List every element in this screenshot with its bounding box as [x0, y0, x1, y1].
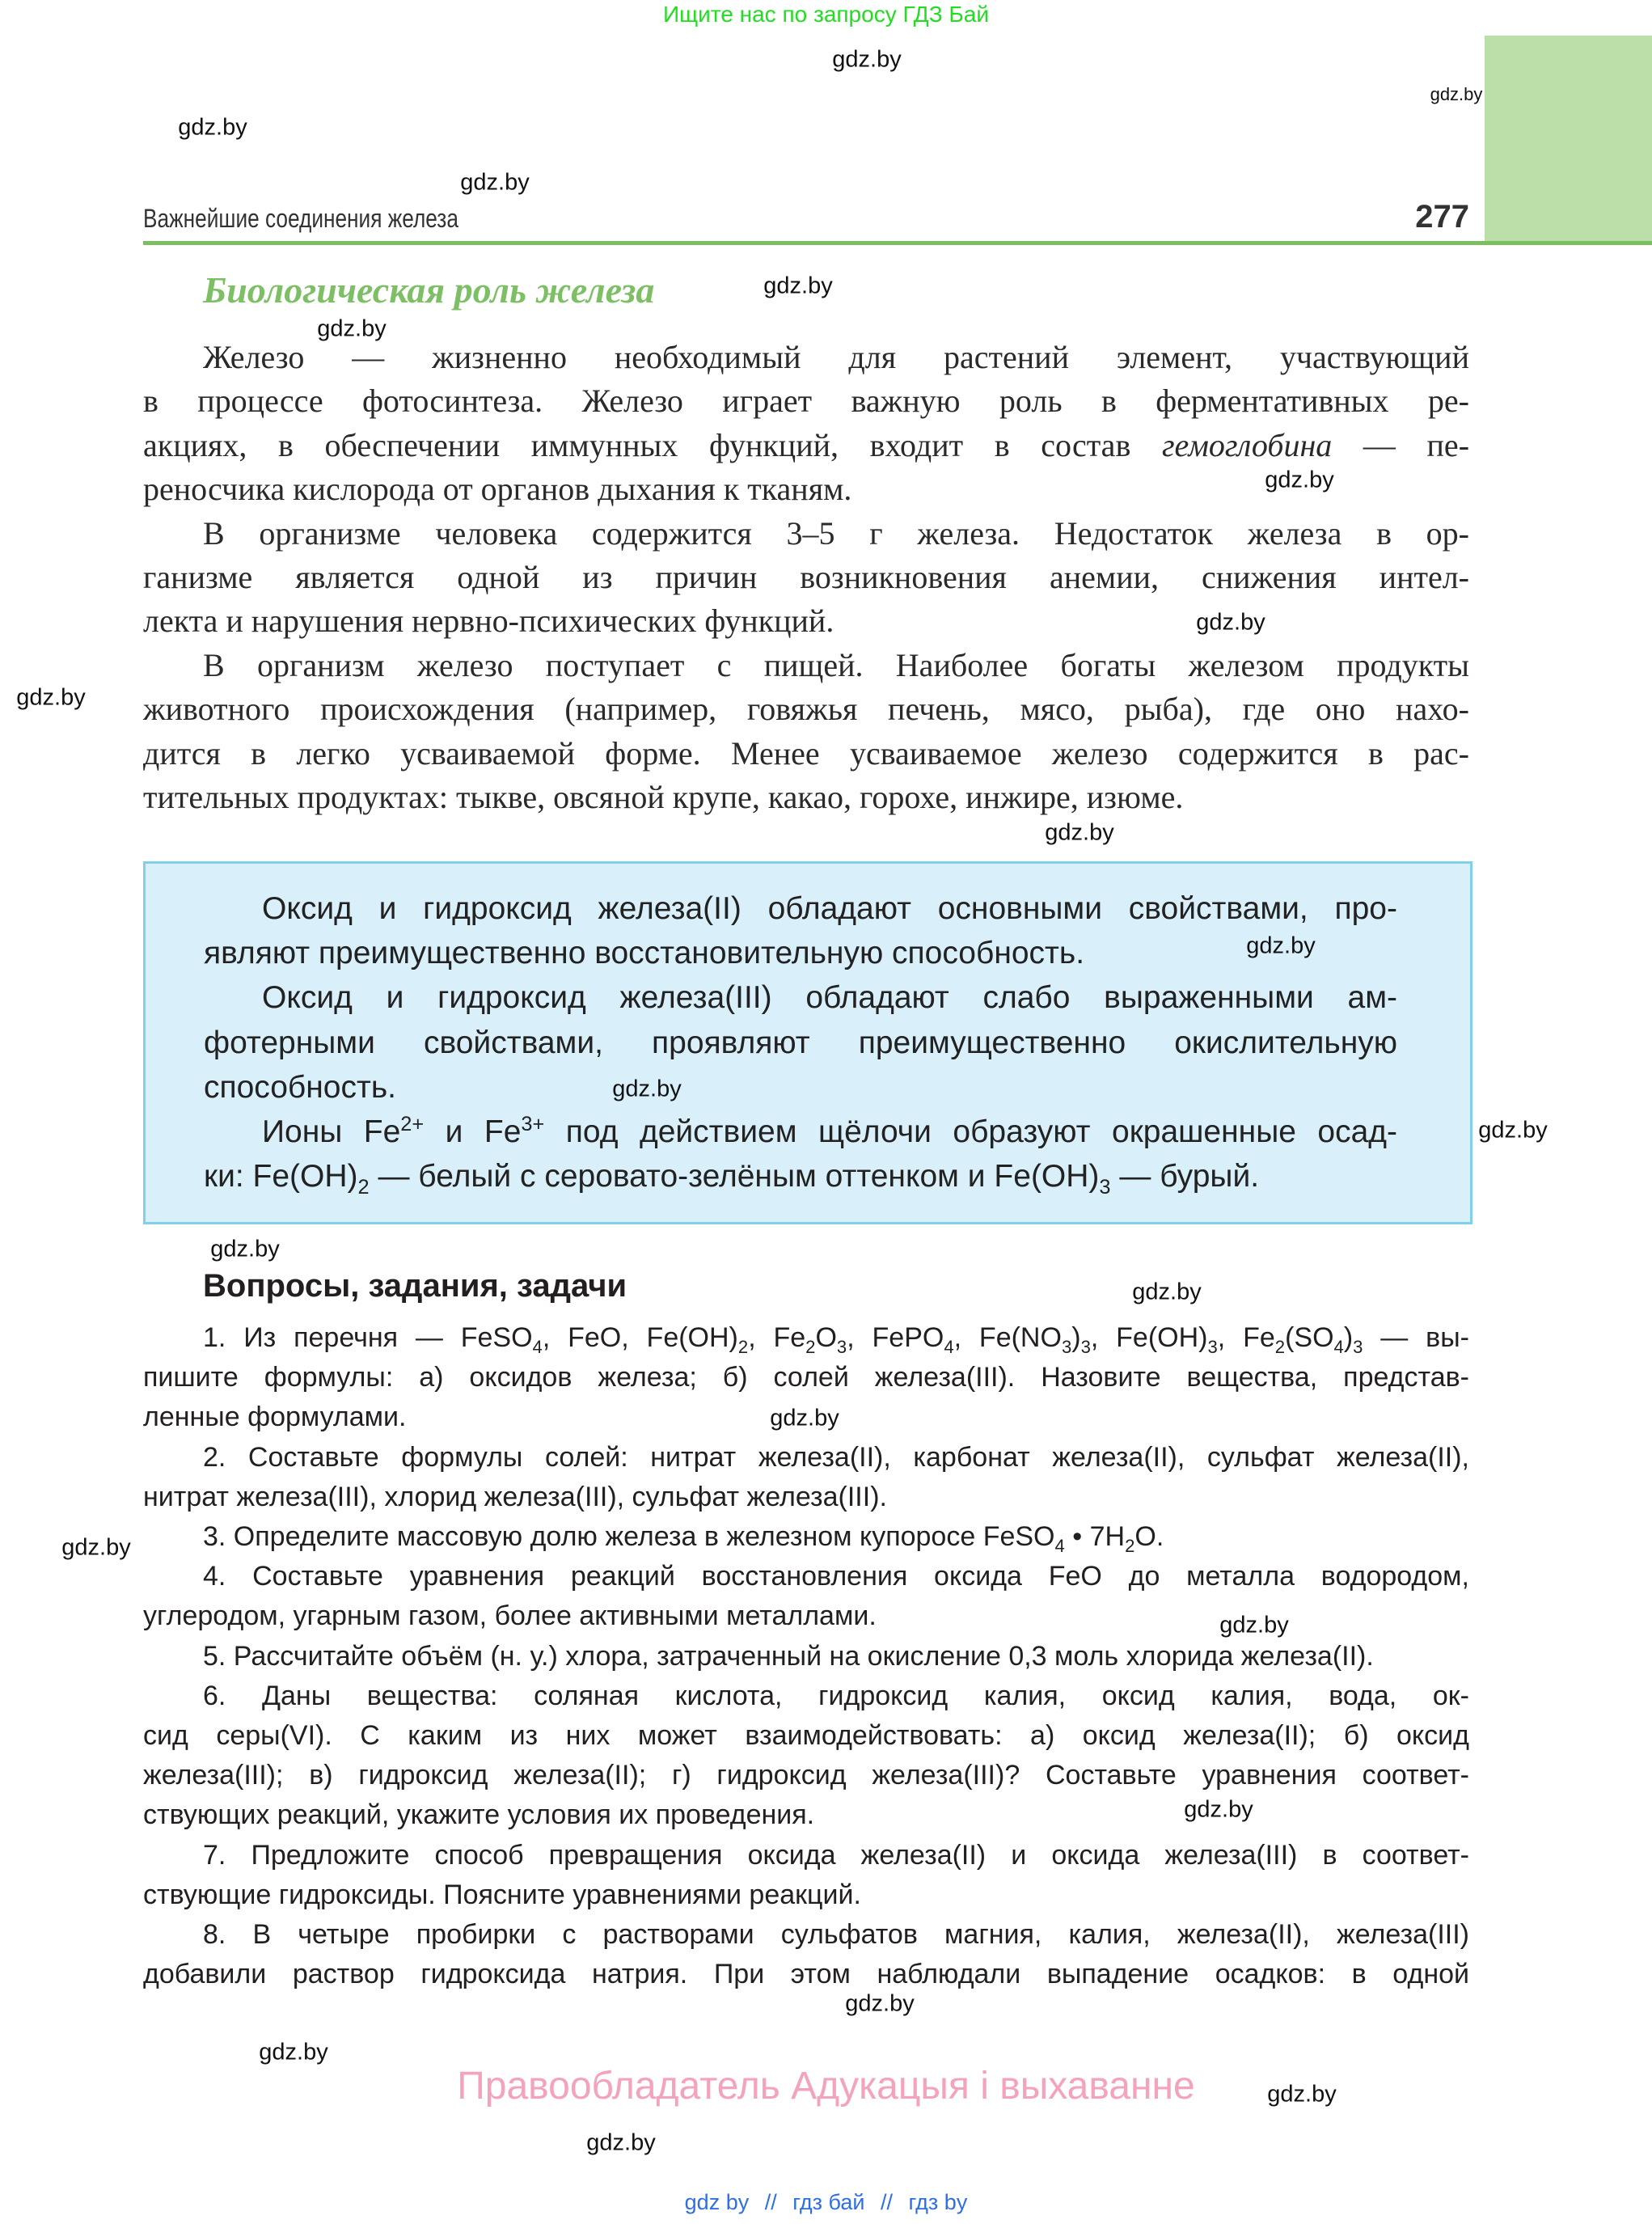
- watermark: gdz.by: [317, 315, 387, 342]
- text-line: 3. Определите массовую долю железа в железном купоросе FeSO$_4$ • $7H_2O$.: [203, 1521, 1164, 1556]
- text-line: являют преимущественно восстановительную способность.: [204, 936, 1085, 971]
- summary-box-text: [204, 886, 1397, 1199]
- text-line: 4. Составьте уравнения реакций восстановления оксида FeO до металла водородом,: [203, 1561, 1469, 1592]
- text-line: сид серы(VI). С каким из них может взаимодействовать: а) оксид железа(II); б) оксид: [143, 1720, 1469, 1752]
- text-line: 2. Составьте формулы солей: нитрат железа(II), карбонат железа(II), сульфат железа(II),: [203, 1441, 1469, 1473]
- bottom-links: [0, 2190, 1652, 2215]
- watermark: gdz.by: [586, 2129, 656, 2156]
- link-gdz-bai[interactable]: гдз бай: [792, 2190, 865, 2214]
- text-line: нитрат железа(III), хлорид железа(III), сульфат железа(III).: [143, 1481, 887, 1512]
- text-line: Ионы $Fe^{2+}$ и $Fe^{3+}$ под действием щёлочи образуют окрашенные осад-: [262, 1113, 1398, 1150]
- watermark: gdz.by: [845, 1990, 915, 2017]
- search-hint: Ищите нас по запросу ГДЗ Бай: [662, 2, 990, 27]
- watermark: gdz.by: [612, 1076, 682, 1102]
- text-line: железа(III); в) гидроксид железа(II); г) гидроксид железа(III)? Составьте уравнения соответ-: [143, 1760, 1469, 1791]
- page-number: 277: [1415, 199, 1469, 235]
- watermark: gdz.by: [1219, 1612, 1289, 1638]
- text-line: 7. Предложите способ превращения оксида железа(II) и оксида железа(III) в соответ-: [203, 1839, 1469, 1871]
- link-gdz-by-2[interactable]: гдз by: [908, 2190, 968, 2214]
- section-heading: Биологическая роль железа: [203, 269, 655, 311]
- text-line: пишите формулы: а) оксидов железа; б) солей железа(III). Назовите вещества, представ-: [143, 1362, 1469, 1393]
- watermark: gdz.by: [16, 684, 86, 711]
- text-line: ки: $Fe(OH)_2$ — белый с серовато-зелёным оттенком и $Fe(OH)_3$ — бурый.: [204, 1159, 1260, 1199]
- text-line: акциях, в обеспечении иммунных функций, входит в состав гемоглобина — пе-: [143, 426, 1470, 463]
- text-line: добавили раствор гидроксида натрия. При этом наблюдали выпадение осадков: в одной: [143, 1959, 1469, 1990]
- header-divider: [143, 241, 1652, 245]
- watermark: gdz.by: [460, 169, 530, 196]
- text-line: 8. В четыре пробирки с растворами сульфатов магния, калия, железа(II), железа(III): [203, 1919, 1469, 1951]
- body-text: [143, 336, 1469, 819]
- watermark: gdz.by: [259, 2039, 328, 2065]
- watermark: gdz.by: [1045, 819, 1114, 846]
- text-line: способность.: [204, 1069, 397, 1105]
- watermark: gdz.by: [210, 1236, 280, 1262]
- watermark: gdz.by: [1478, 1117, 1548, 1144]
- questions-heading: Вопросы, задания, задачи: [203, 1268, 627, 1304]
- copyright-notice: Правообладатель Адукацыя і выхаванне: [457, 2065, 1195, 2108]
- watermark: gdz.by: [1246, 932, 1316, 959]
- separator: //: [764, 2190, 777, 2214]
- text-line: Оксид и гидроксид железа(II) обладают основными свойствами, про-: [262, 891, 1397, 926]
- watermark: gdz.by: [1184, 1796, 1253, 1823]
- text-line: В организм железо поступает с пищей. Наиболее богаты железом продукты: [203, 646, 1469, 683]
- text-line: 5. Рассчитайте объём (н. у.) хлора, затраченный на окисление 0,3 моль хлорида железа(II).: [203, 1640, 1374, 1672]
- watermark: gdz.by: [770, 1405, 839, 1431]
- separator: //: [881, 2190, 894, 2214]
- watermark: gdz.by: [1267, 2081, 1337, 2108]
- text-line: ленные формулами.: [143, 1402, 407, 1433]
- watermark: gdz.by: [61, 1534, 131, 1561]
- watermark: gdz.by: [1132, 1279, 1202, 1305]
- text-line: 6. Даны вещества: соляная кислота, гидроксид калия, оксид калия, вода, ок-: [203, 1680, 1469, 1711]
- link-gdz-by[interactable]: gdz by: [684, 2190, 750, 2214]
- watermark: gdz.by: [763, 273, 833, 299]
- text-line: Оксид и гидроксид железа(III) обладают слабо выраженными ам-: [262, 980, 1397, 1016]
- watermark: gdz.by: [1196, 609, 1265, 636]
- text-line: реносчика кислорода от органов дыхания к тканям.: [143, 471, 852, 508]
- text-line: лекта и нарушения нервно-психических функций.: [143, 603, 834, 640]
- text-line: Железо — жизненно необходимый для растений элемент, участвующий: [203, 339, 1469, 375]
- text-line: дится в легко усваиваемой форме. Менее усваиваемое железо содержится в рас-: [143, 734, 1469, 772]
- watermark: gdz.by: [178, 114, 247, 141]
- text-line: тительных продуктах: тыкве, овсяной крупе, какао, горохе, инжире, изюме.: [143, 779, 1184, 816]
- text-line: В организме человека содержится 3–5 г железа. Недостаток железа в ор-: [203, 514, 1469, 552]
- watermark: gdz.by: [1430, 84, 1483, 104]
- text-line: углеродом, угарным газом, более активными металлами.: [143, 1600, 877, 1632]
- text-line: ствующие гидроксиды. Поясните уравнениями реакций.: [143, 1879, 861, 1910]
- text-line: в процессе фотосинтеза. Железо играет важную роль в ферментативных ре-: [143, 383, 1469, 420]
- watermark: gdz.by: [832, 46, 902, 73]
- text-line: фотерными свойствами, проявляют преимущественно окислительную: [204, 1025, 1397, 1060]
- text-line: ганизме является одной из причин возникновения анемии, снижения интел-: [143, 559, 1469, 596]
- text-line: 1. Из перечня — FeSO$_4$, FeO, $Fe(OH)_2$, $Fe_2O_3$, FePO$_4$, $Fe(NO_3)_3$, $Fe(OH)_3$, $Fe_2(SO_4)_3$ — вы-: [203, 1322, 1469, 1357]
- watermark: gdz.by: [1265, 467, 1334, 493]
- page-tab-marker: [1485, 36, 1652, 243]
- text-line: животного происхождения (например, говяжья печень, мясо, рыба), где оно нахо-: [143, 691, 1469, 728]
- running-title: Важнейшие соединения железа: [143, 204, 458, 233]
- text-line: ствующих реакций, укажите условия их проведения.: [143, 1799, 815, 1831]
